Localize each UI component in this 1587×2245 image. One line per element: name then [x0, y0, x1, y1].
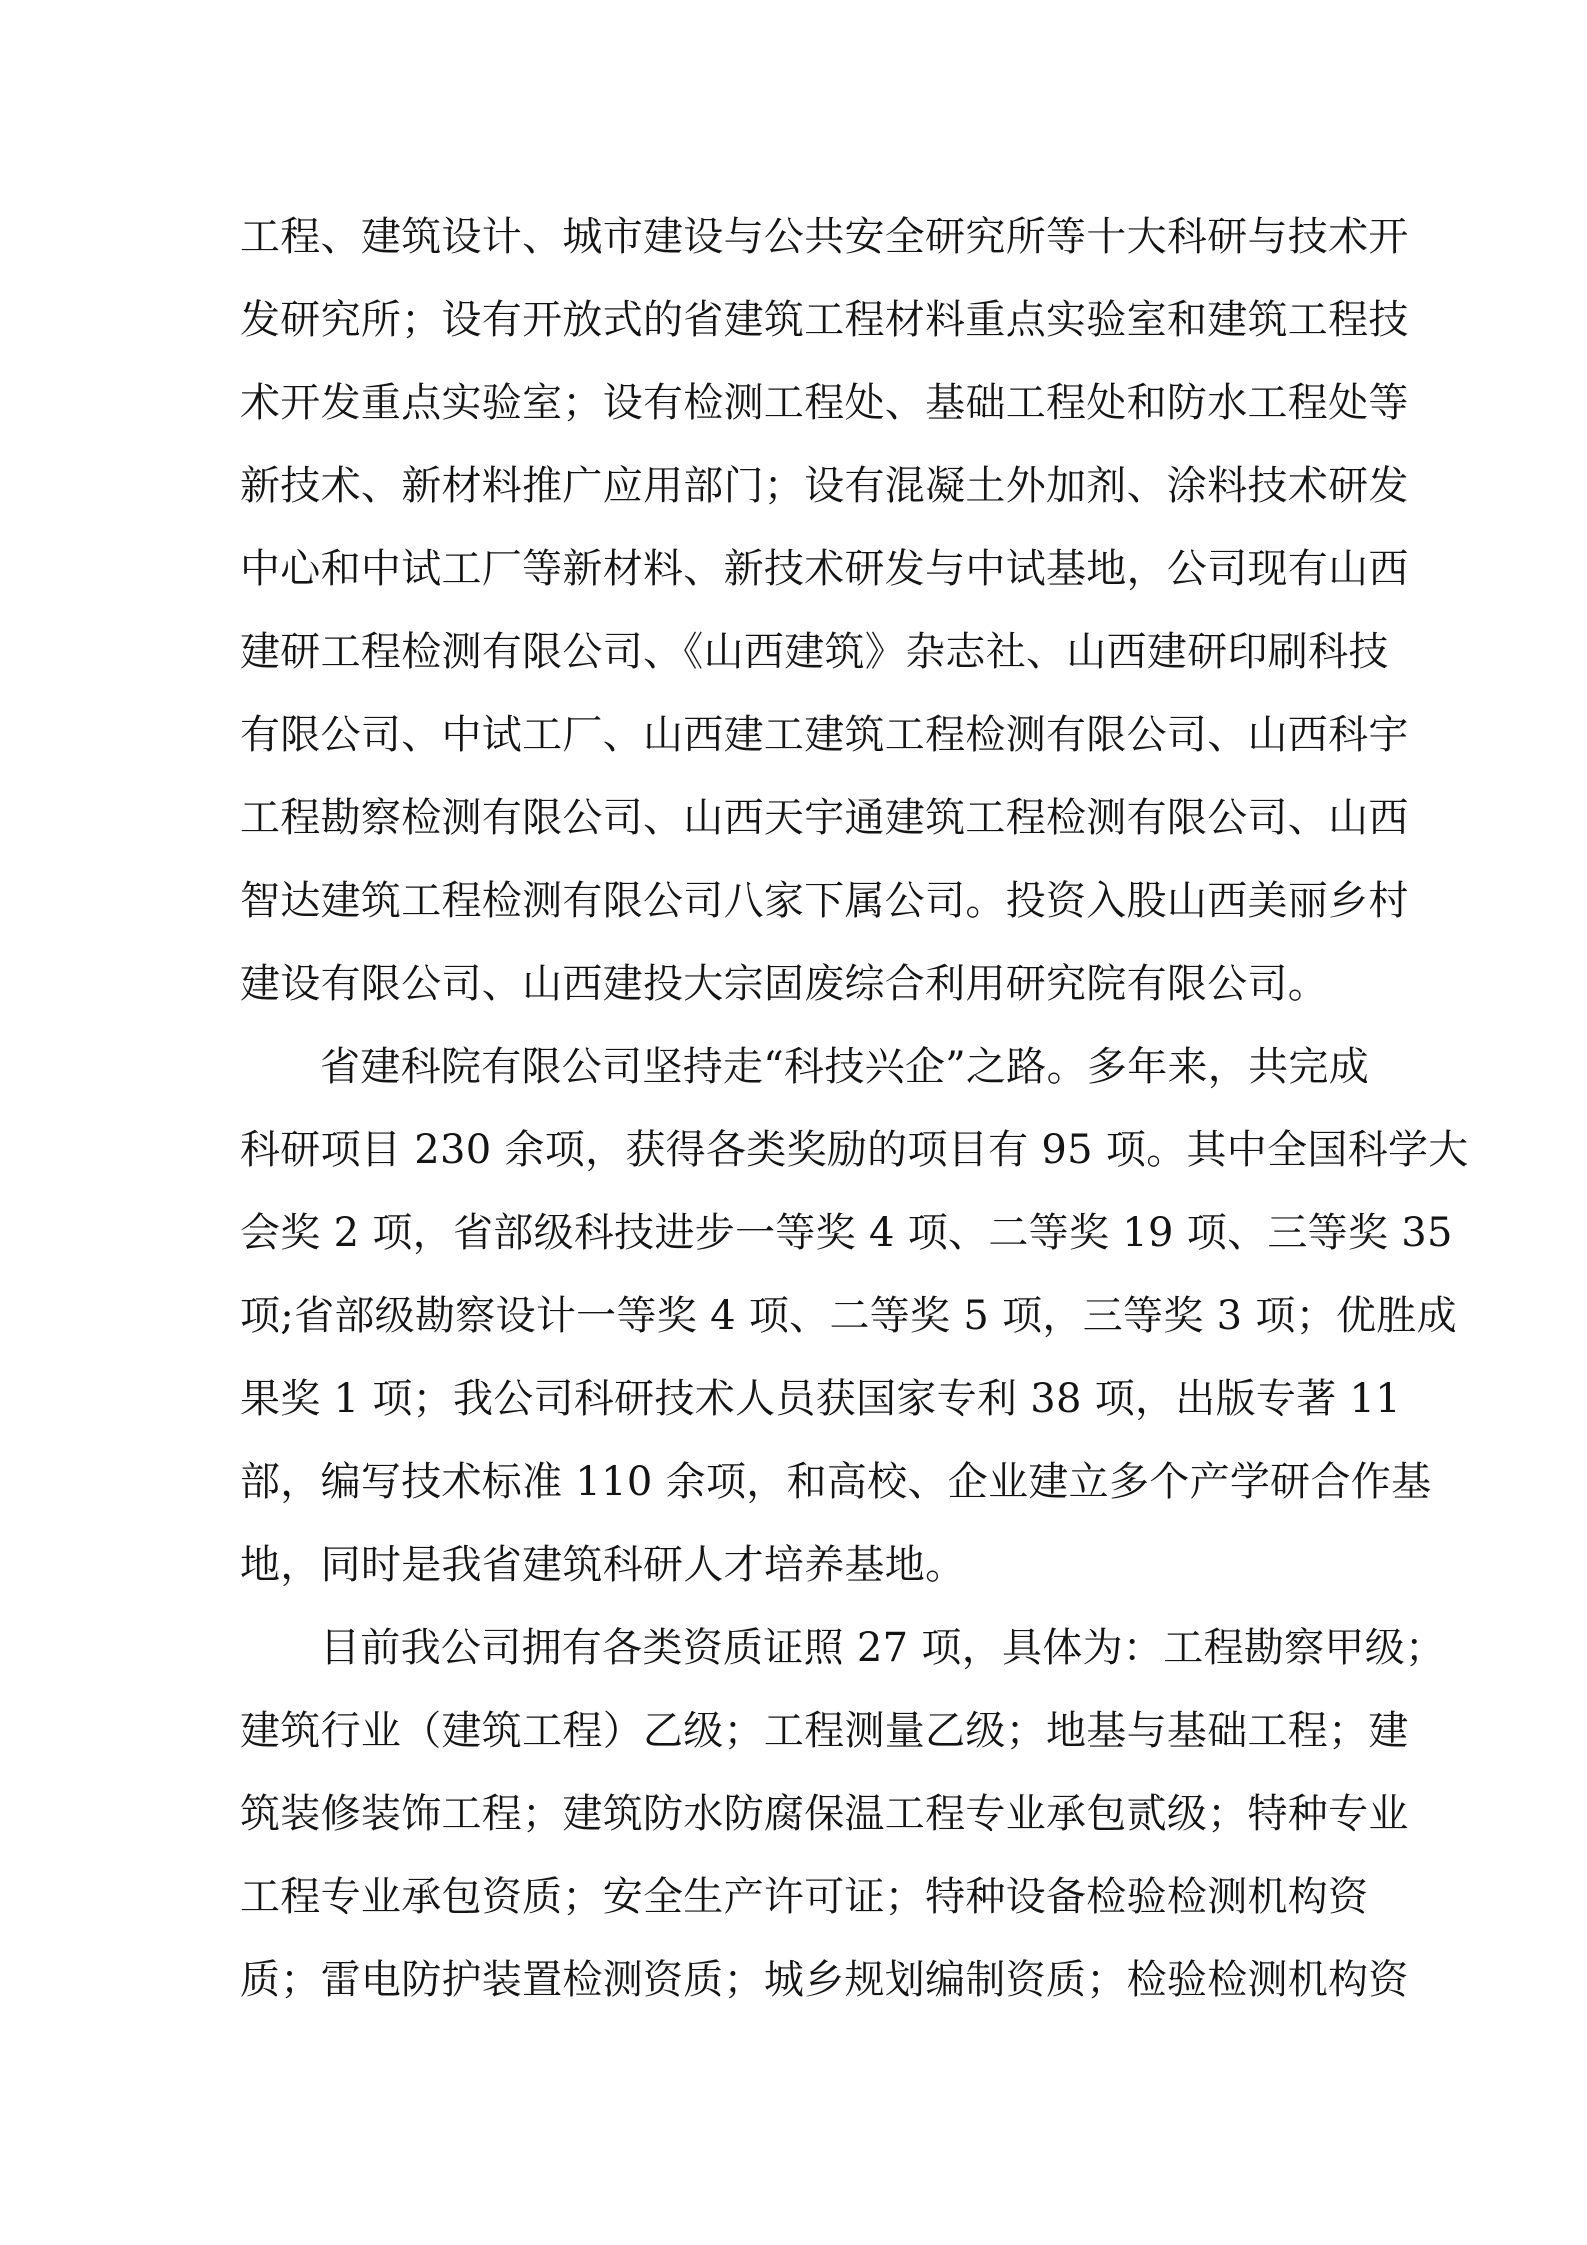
text-line: 新技术、新材料推广应用部门；设有混凝土外加剂、涂料技术研发: [240, 463, 1409, 509]
text-line: 部，编写技术标准 110 余项，和高校、企业建立多个产学研合作基: [240, 1459, 1432, 1505]
text-line: 有限公司、中试工厂、山西建工建筑工程检测有限公司、山西科宇: [240, 712, 1409, 758]
text-line: 发研究所；设有开放式的省建筑工程材料重点实验室和建筑工程技: [240, 297, 1409, 343]
text-line: 地，同时是我省建筑科研人才培养基地。: [240, 1542, 966, 1588]
paragraph: [240, 196, 1409, 1026]
text-line: 果奖 1 项；我公司科研技术人员获国家专利 38 项，出版专著 11: [240, 1376, 1402, 1422]
text-line: 工程专业承包资质；安全生产许可证；特种设备检验检测机构资: [240, 1874, 1369, 1920]
text-line: 建设有限公司、山西建投大宗固废综合利用研究院有限公司。: [240, 961, 1329, 1007]
text-line: 目前我公司拥有各类资质证照 27 项，具体为：工程勘察甲级；: [320, 1625, 1446, 1671]
text-line: 工程、建筑设计、城市建设与公共安全研究所等十大科研与技术开: [240, 214, 1409, 260]
text-line: 筑装修装饰工程；建筑防水防腐保温工程专业承包贰级；特种专业: [240, 1791, 1409, 1837]
text-line: 会奖 2 项，省部级科技进步一等奖 4 项、二等奖 19 项、三等奖 35: [240, 1210, 1453, 1256]
text-line: 工程勘察检测有限公司、山西天宇通建筑工程检测有限公司、山西: [240, 795, 1409, 841]
text-line: 建筑行业（建筑工程）乙级；工程测量乙级；地基与基础工程；建: [240, 1708, 1409, 1754]
text-line: 中心和中试工厂等新材料、新技术研发与中试基地，公司现有山西: [240, 546, 1409, 592]
text-line: 项;省部级勘察设计一等奖 4 项、二等奖 5 项，三等奖 3 项；优胜成: [240, 1293, 1457, 1339]
paragraph: [240, 1607, 1446, 2022]
text-line: 术开发重点实验室；设有检测工程处、基础工程处和防水工程处等: [240, 380, 1409, 426]
paragraph: [240, 1026, 1469, 1607]
text-line: 智达建筑工程检测有限公司八家下属公司。投资入股山西美丽乡村: [240, 878, 1409, 924]
text-line: 科研项目 230 余项，获得各类奖励的项目有 95 项。其中全国科学大: [240, 1127, 1469, 1173]
text-line: 省建科院有限公司坚持走“科技兴企”之路。多年来，共完成: [320, 1044, 1369, 1090]
document-body: [240, 196, 1469, 2022]
text-line: 建研工程检测有限公司、《山西建筑》杂志社、山西建研印刷科技: [240, 629, 1389, 675]
text-line: 质；雷电防护装置检测资质；城乡规划编制资质；检验检测机构资: [240, 1957, 1409, 2003]
